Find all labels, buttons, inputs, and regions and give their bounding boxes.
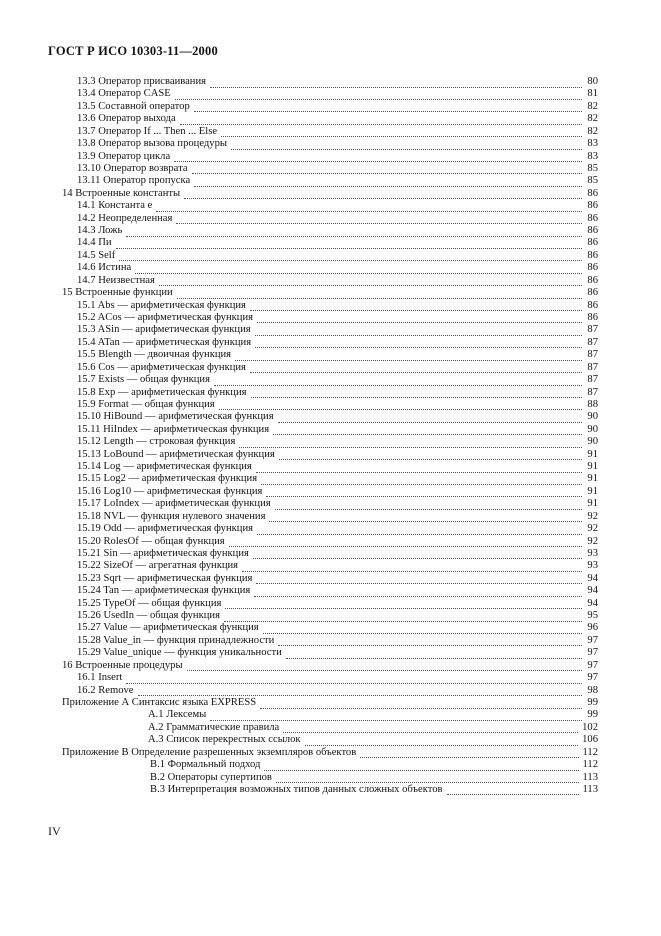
toc-entry-title: 14.7 Неизвестная — [77, 274, 155, 286]
toc-entry-title: Приложение А Синтаксис языка EXPRESS — [62, 697, 257, 708]
toc-entry — [77, 486, 598, 498]
toc-entry — [150, 772, 598, 784]
toc-entry-page: 93 — [587, 547, 598, 559]
toc-entry-page: 106 — [582, 734, 598, 746]
toc-entry — [77, 151, 598, 163]
dot-leader — [210, 712, 582, 721]
toc-entry-page: 113 — [582, 771, 598, 783]
dot-leader — [126, 228, 582, 237]
toc-entry — [77, 250, 598, 262]
toc-entry-title: 13.3 Оператор присваивания — [77, 76, 207, 87]
toc-entry — [77, 362, 598, 374]
toc-entry-title: 15.11 HiIndex — арифметическая функция — [77, 423, 270, 435]
toc-entry-title: 14.3 Ложь — [77, 225, 123, 237]
toc-entry-page: 81 — [587, 88, 598, 100]
toc-entry-page: 87 — [587, 349, 598, 361]
dot-leader — [214, 377, 582, 386]
toc-entry-page: 83 — [587, 150, 598, 162]
toc-entry-page: 98 — [587, 684, 598, 696]
toc-entry — [77, 324, 598, 336]
toc-entry-page: 91 — [587, 473, 598, 485]
toc-entry — [77, 560, 598, 572]
dot-leader — [221, 128, 582, 137]
toc-entry-title: 15.28 Value_in — функция принадлежности — [77, 634, 275, 646]
dot-leader — [119, 252, 582, 261]
toc-entry-page: 91 — [587, 448, 598, 460]
toc-entry-page: 91 — [587, 485, 598, 497]
dot-leader — [156, 203, 582, 212]
toc-entry-page: 86 — [587, 212, 598, 224]
toc-entry-title: 15.7 Exists — общая функция — [77, 374, 210, 386]
dot-leader — [192, 165, 582, 174]
dot-leader — [116, 240, 582, 249]
toc-entry — [150, 759, 598, 771]
toc-entry-title: 15.29 Value_unique — функция уникальности — [77, 647, 282, 659]
toc-entry-page: 90 — [587, 423, 598, 435]
dot-leader — [176, 215, 582, 224]
toc-entry-page: 91 — [587, 461, 598, 473]
toc-entry-title: 15.19 Odd — арифметическая функция — [77, 523, 253, 535]
dot-leader — [194, 103, 582, 112]
toc-entry — [77, 237, 598, 249]
dot-leader — [278, 637, 582, 646]
toc-entry-page: 83 — [587, 138, 598, 150]
toc-entry — [77, 200, 598, 212]
toc-entry — [77, 536, 598, 548]
toc-entry — [148, 722, 598, 734]
dot-leader — [257, 314, 582, 323]
toc-entry-title: А.3 Список перекрестных ссылок — [148, 734, 301, 746]
dot-leader — [264, 762, 578, 771]
toc-entry-title: 15.20 RolesOf — общая функция — [77, 535, 225, 547]
dot-leader — [254, 588, 582, 597]
dot-leader — [180, 116, 582, 125]
dot-leader — [256, 464, 582, 473]
toc-entry-page: 86 — [587, 262, 598, 274]
toc-entry — [77, 126, 598, 138]
dot-leader — [263, 625, 582, 634]
dot-leader — [447, 786, 579, 795]
dot-leader — [225, 600, 582, 609]
toc-entry-title: 15.10 HiBound — арифметическая функция — [77, 411, 274, 423]
toc-entry — [77, 424, 598, 436]
toc-entry-page: 86 — [587, 200, 598, 212]
toc-entry — [77, 511, 598, 523]
toc-entry-page: 112 — [582, 746, 598, 758]
toc-entry — [77, 337, 598, 349]
dot-leader — [286, 650, 582, 659]
toc-entry-title: 14 Встроенные константы — [62, 187, 181, 199]
toc-entry-title: 14.6 Истина — [77, 262, 132, 274]
toc-entry-page: 99 — [587, 709, 598, 721]
toc-entry-page: 80 — [587, 76, 598, 87]
toc-entry-page: 99 — [587, 697, 598, 708]
dot-leader — [184, 190, 582, 199]
toc-entry-title: 14.4 Пи — [77, 237, 112, 249]
toc-entry — [77, 225, 598, 237]
toc-entry — [62, 747, 598, 759]
toc-entry — [77, 647, 598, 659]
toc-entry-page: 86 — [587, 225, 598, 237]
toc-entry-page: 94 — [587, 597, 598, 609]
toc-entry-page: 82 — [587, 100, 598, 112]
toc-entry — [77, 76, 598, 88]
toc-entry-title: В.2 Операторы супертипов — [150, 771, 272, 783]
toc-entry — [77, 498, 598, 510]
toc-entry — [62, 660, 598, 672]
toc-entry-title: 16.2 Remove — [77, 684, 134, 696]
dot-leader — [219, 401, 582, 410]
toc-entry-title: 15.5 Blength — двоичная функция — [77, 349, 232, 361]
toc-entry-title: 15.2 ACos — арифметическая функция — [77, 311, 253, 323]
dot-leader — [187, 662, 582, 671]
toc-entry — [77, 113, 598, 125]
toc-entry — [77, 399, 598, 411]
toc-entry-page: 87 — [587, 336, 598, 348]
dot-leader — [266, 488, 582, 497]
toc-entry — [62, 188, 598, 200]
toc-entry-title: 15.22 SizeOf — агрегатная функция — [77, 560, 239, 572]
dot-leader — [235, 352, 582, 361]
dot-leader — [175, 91, 582, 100]
dot-leader — [242, 563, 582, 572]
toc-entry-title: 15.18 NVL — функция нулевого значения — [77, 510, 266, 522]
toc-entry-title: 15.17 LoIndex — арифметическая функция — [77, 498, 271, 510]
toc-entry — [77, 635, 598, 647]
toc-entry — [77, 300, 598, 312]
toc-entry-title: 15.12 Length — строковая функция — [77, 436, 236, 448]
toc-entry-title: 13.8 Оператор вызова процедуры — [77, 138, 228, 150]
toc-entry-page: 86 — [587, 311, 598, 323]
toc-entry-title: А.1 Лексемы — [148, 709, 207, 721]
toc-entry — [77, 598, 598, 610]
toc-entry — [77, 262, 598, 274]
toc-entry-page: 97 — [587, 647, 598, 659]
toc-entry — [77, 436, 598, 448]
toc-entry-title: 15.15 Log2 — арифметическая функция — [77, 473, 258, 485]
dot-leader — [305, 737, 579, 746]
toc-entry-page: 86 — [587, 274, 598, 286]
dot-leader — [255, 327, 582, 336]
dot-leader — [257, 526, 582, 535]
toc-entry — [77, 387, 598, 399]
toc-entry-title: 13.5 Составной оператор — [77, 100, 190, 112]
toc-entry — [77, 175, 598, 187]
dot-leader — [275, 501, 582, 510]
toc-entry-page: 86 — [587, 299, 598, 311]
toc-entry-title: 15.13 LoBound — арифметическая функция — [77, 448, 275, 460]
toc-entry-page: 113 — [582, 783, 598, 795]
toc-entry-page: 86 — [587, 187, 598, 199]
toc-entry — [77, 411, 598, 423]
toc-entry — [77, 88, 598, 100]
dot-leader — [251, 389, 582, 398]
toc-entry-title: 15.8 Exp — арифметическая функция — [77, 386, 247, 398]
toc-entry-title: 15 Встроенные функции — [62, 287, 173, 299]
toc-entry — [77, 548, 598, 560]
dot-leader — [229, 538, 582, 547]
dot-leader — [138, 687, 583, 696]
dot-leader — [250, 364, 582, 373]
toc-entry — [77, 610, 598, 622]
toc-entry-title: 13.11 Оператор пропуска — [77, 175, 191, 187]
toc-entry-page: 87 — [587, 324, 598, 336]
toc-entry-title: 14.1 Константа e — [77, 200, 153, 212]
toc-entry-page: 85 — [587, 162, 598, 174]
toc-entry-title: 15.3 ASin — арифметическая функция — [77, 324, 251, 336]
dot-leader — [260, 700, 582, 709]
dot-leader — [174, 153, 582, 162]
toc-entry-page: 93 — [587, 560, 598, 572]
toc-entry-title: 15.1 Abs — арифметическая функция — [77, 299, 246, 311]
dot-leader — [224, 613, 582, 622]
toc-entry-page: 90 — [587, 411, 598, 423]
toc-entry-page: 94 — [587, 585, 598, 597]
dot-leader — [126, 675, 582, 684]
dot-leader — [159, 277, 582, 286]
toc-entry-page: 88 — [587, 398, 598, 410]
dot-leader — [256, 575, 582, 584]
dot-leader — [278, 414, 582, 423]
toc-entry — [77, 374, 598, 386]
toc-entry-title: 15.4 ATan — арифметическая функция — [77, 336, 252, 348]
toc-entry-title: А.2 Грамматические правила — [148, 721, 280, 733]
toc-entry-title: 15.21 Sin — арифметическая функция — [77, 547, 249, 559]
toc-entry-title: 15.26 UsedIn — общая функция — [77, 610, 220, 622]
toc-entry-page: 92 — [587, 510, 598, 522]
toc-entry — [77, 685, 598, 697]
toc-entry-page: 97 — [587, 672, 598, 684]
toc-entry-page: 112 — [582, 759, 598, 771]
toc-entry-page: 87 — [587, 386, 598, 398]
toc-entry-page: 92 — [587, 523, 598, 535]
toc-entry-title: 15.25 TypeOf — общая функция — [77, 597, 222, 609]
toc-entry-title: 15.9 Format — общая функция — [77, 398, 215, 410]
toc-entry — [77, 163, 598, 175]
toc-entry — [77, 275, 598, 287]
toc-entry-page: 95 — [587, 610, 598, 622]
toc-entry-title: 13.10 Оператор возврата — [77, 162, 188, 174]
dot-leader — [360, 749, 578, 758]
toc-entry-page: 97 — [587, 659, 598, 671]
toc-entry — [62, 287, 598, 299]
dot-leader — [239, 439, 582, 448]
toc-entry-title: 15.14 Log — арифметическая функция — [77, 461, 252, 473]
dot-leader — [269, 513, 582, 522]
toc-entry — [62, 697, 598, 709]
toc-entry-page: 97 — [587, 634, 598, 646]
toc-entry-page: 90 — [587, 436, 598, 448]
dot-leader — [261, 476, 582, 485]
dot-leader — [231, 141, 582, 150]
toc-entry — [77, 312, 598, 324]
dot-leader — [194, 178, 582, 187]
toc-entry-title: 13.4 Оператор CASE — [77, 88, 171, 100]
dot-leader — [279, 451, 582, 460]
toc-entry-page: 82 — [587, 125, 598, 137]
toc-entry — [77, 461, 598, 473]
page-number: IV — [48, 824, 61, 838]
toc-entry — [77, 523, 598, 535]
toc-entry-title: В.3 Интерпретация возможных типов данных сложных объектов — [150, 783, 443, 795]
toc-entry-title: 13.6 Оператор выхода — [77, 113, 176, 125]
toc-entry — [77, 473, 598, 485]
toc-entry-page: 92 — [587, 535, 598, 547]
toc-entry-title: 15.24 Tan — арифметическая функция — [77, 585, 251, 597]
toc-entry-page: 86 — [587, 287, 598, 299]
toc-entry-title: 15.23 Sqrt — арифметическая функция — [77, 572, 253, 584]
dot-leader — [283, 724, 578, 733]
toc-entry-page: 82 — [587, 113, 598, 125]
toc-entry-page: 94 — [587, 572, 598, 584]
toc-entry-title: 15.6 Cos — арифметическая функция — [77, 361, 246, 373]
toc-entry — [150, 784, 598, 796]
dot-leader — [177, 290, 582, 299]
toc-entry-page: 96 — [587, 622, 598, 634]
toc-entry — [148, 734, 598, 746]
toc-entry-page: 85 — [587, 175, 598, 187]
dot-leader — [273, 426, 582, 435]
toc-entry-page: 86 — [587, 237, 598, 249]
toc-entry-title: 16.1 Insert — [77, 672, 123, 684]
toc-entry — [77, 101, 598, 113]
toc-entry — [77, 213, 598, 225]
toc-entry — [148, 709, 598, 721]
document-header: ГОСТ Р ИСО 10303-11—2000 — [48, 44, 218, 58]
toc-entry-title: 13.7 Оператор If ... Then ... Else — [77, 125, 218, 137]
toc-entry-title: 16 Встроенные процедуры — [62, 659, 183, 671]
toc-entry — [77, 672, 598, 684]
toc-entry — [77, 622, 598, 634]
toc-entry-title: 15.27 Value — арифметическая функция — [77, 622, 259, 634]
toc-entry-page: 87 — [587, 361, 598, 373]
toc-entry-page: 86 — [587, 249, 598, 261]
dot-leader — [253, 550, 582, 559]
toc-entry-title: 14.2 Неопределенная — [77, 212, 173, 224]
dot-leader — [210, 79, 582, 88]
dot-leader — [250, 302, 582, 311]
toc-entry-page: 87 — [587, 374, 598, 386]
toc-entry — [77, 349, 598, 361]
toc-entry-title: В.1 Формальный подход — [150, 759, 261, 771]
dot-leader — [135, 265, 582, 274]
toc-entry-title: 14.5 Self — [77, 249, 116, 261]
toc-entry-title: Приложение В Определение разрешенных экземпляров объектов — [62, 746, 357, 758]
dot-leader — [276, 774, 579, 783]
toc-entry-title: 15.16 Log10 — арифметическая функция — [77, 485, 263, 497]
toc-entry — [77, 573, 598, 585]
toc-entry — [77, 138, 598, 150]
toc-entry-page: 91 — [587, 498, 598, 510]
toc-entry — [77, 585, 598, 597]
toc-entry — [77, 449, 598, 461]
dot-leader — [255, 339, 582, 348]
toc-entry-page: 102 — [582, 721, 598, 733]
toc-entry-title: 13.9 Оператор цикла — [77, 150, 171, 162]
